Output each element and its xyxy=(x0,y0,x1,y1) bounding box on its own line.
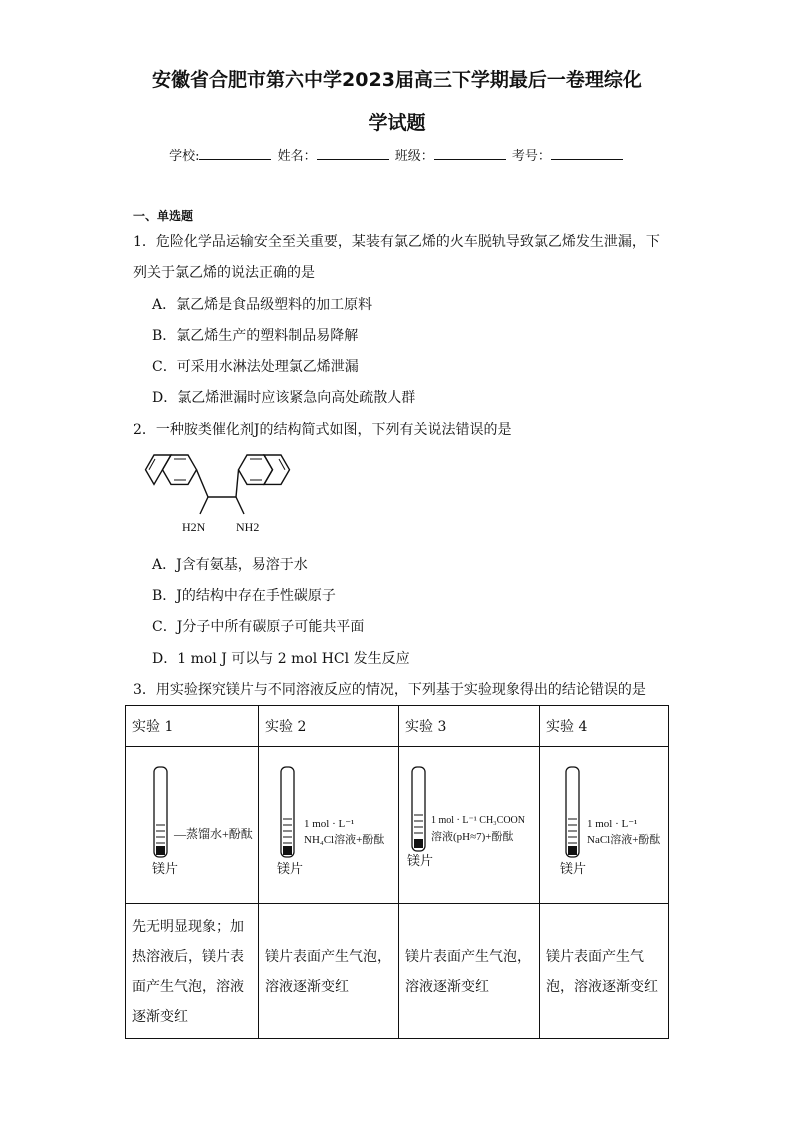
class-blank[interactable] xyxy=(434,146,506,160)
solution-label: 溶液(pH≈7)+酚酞 xyxy=(431,831,514,843)
result-cell: 镁片表面产生气泡，溶液逐渐变红 xyxy=(259,904,399,1039)
q2-option-c[interactable]: C．J分子中所有碳原子可能共平面 xyxy=(152,619,365,635)
q1-option-c[interactable]: C．可采用水淋法处理氯乙烯泄漏 xyxy=(152,359,359,375)
apparatus-cell-4 xyxy=(540,747,669,904)
q2-option-d[interactable]: D．1 mol J 可以与 2 mol HCl 发生反应 xyxy=(152,651,410,667)
number-label: 考号： xyxy=(511,149,551,164)
mg-label: 镁片 xyxy=(152,861,179,876)
page-title-line2: 学试题 xyxy=(368,112,426,134)
apparatus-cell-3 xyxy=(399,747,540,904)
q2-option-b[interactable]: B．J的结构中存在手性碳原子 xyxy=(152,588,336,604)
q2-stem: 2．一种胺类催化剂J的结构简式如图，下列有关说法错误的是 xyxy=(133,422,512,438)
header-cell: 实验 4 xyxy=(540,706,669,747)
header-cell: 实验 2 xyxy=(259,706,399,747)
solution-label: NH₄Cl溶液+酚酞 xyxy=(304,834,385,846)
q1-stem-line1: 1．危险化学品运输安全至关重要，某装有氯乙烯的火车脱轨导致氯乙烯发生泄漏，下 xyxy=(133,234,660,250)
structure-diagram xyxy=(138,449,313,544)
name-label: 姓名： xyxy=(277,149,317,164)
experiment-table xyxy=(125,705,669,1039)
mg-label: 镁片 xyxy=(560,861,587,876)
solution-label: 1 mol · L⁻¹ CH₃COON xyxy=(431,815,525,826)
result-row xyxy=(126,904,669,1039)
mg-label: 镁片 xyxy=(407,853,434,868)
class-label: 班级： xyxy=(394,149,434,164)
solution-label: 1 mol · L⁻¹ xyxy=(304,818,355,830)
q3-stem: 3．用实验探究镁片与不同溶液反应的情况，下列基于实验现象得出的结论错误的是 xyxy=(133,682,646,698)
table-header-row xyxy=(126,706,669,747)
q2-option-a[interactable]: A．J含有氨基，易溶于水 xyxy=(152,557,308,573)
test-tube-diagram xyxy=(126,747,259,903)
solution-label: 1 mol · L⁻¹ xyxy=(587,818,638,830)
name-blank[interactable] xyxy=(317,146,389,160)
result-cell: 先无明显现象；加热溶液后，镁片表面产生气泡，溶液逐渐变红 xyxy=(126,904,259,1039)
q1-stem-line2: 列关于氯乙烯的说法正确的是 xyxy=(133,265,315,281)
q1-option-a[interactable]: A．氯乙烯是食品级塑料的加工原料 xyxy=(152,297,373,313)
student-info xyxy=(0,145,794,164)
solution-label: —蒸馏水+酚酞 xyxy=(174,827,253,841)
test-tube-diagram xyxy=(540,747,669,903)
header-cell: 实验 1 xyxy=(126,706,259,747)
amine-label-left: H2N xyxy=(182,520,206,534)
number-blank[interactable] xyxy=(551,146,623,160)
amine-label-right: NH2 xyxy=(236,520,260,534)
test-tube-diagram xyxy=(259,747,399,903)
result-cell: 镁片表面产生气泡，溶液逐渐变红 xyxy=(540,904,669,1039)
section-heading: 一、单选题 xyxy=(133,209,194,223)
mg-label: 镁片 xyxy=(277,861,304,876)
result-cell: 镁片表面产生气泡，溶液逐渐变红 xyxy=(399,904,540,1039)
test-tube-diagram xyxy=(399,747,540,903)
solution-label: NaCl溶液+酚酞 xyxy=(587,834,661,846)
page-title-line1: 安徽省合肥市第六中学2023届高三下学期最后一卷理综化 xyxy=(152,69,642,91)
apparatus-cell-1 xyxy=(126,747,259,904)
q1-option-b[interactable]: B．氯乙烯生产的塑料制品易降解 xyxy=(152,328,359,344)
school-label: 学校: xyxy=(169,149,200,164)
apparatus-cell-2 xyxy=(259,747,399,904)
school-blank[interactable] xyxy=(199,146,271,160)
q1-option-d[interactable]: D．氯乙烯泄漏时应该紧急向高处疏散人群 xyxy=(152,390,416,406)
header-cell: 实验 3 xyxy=(399,706,540,747)
apparatus-row xyxy=(126,747,669,904)
